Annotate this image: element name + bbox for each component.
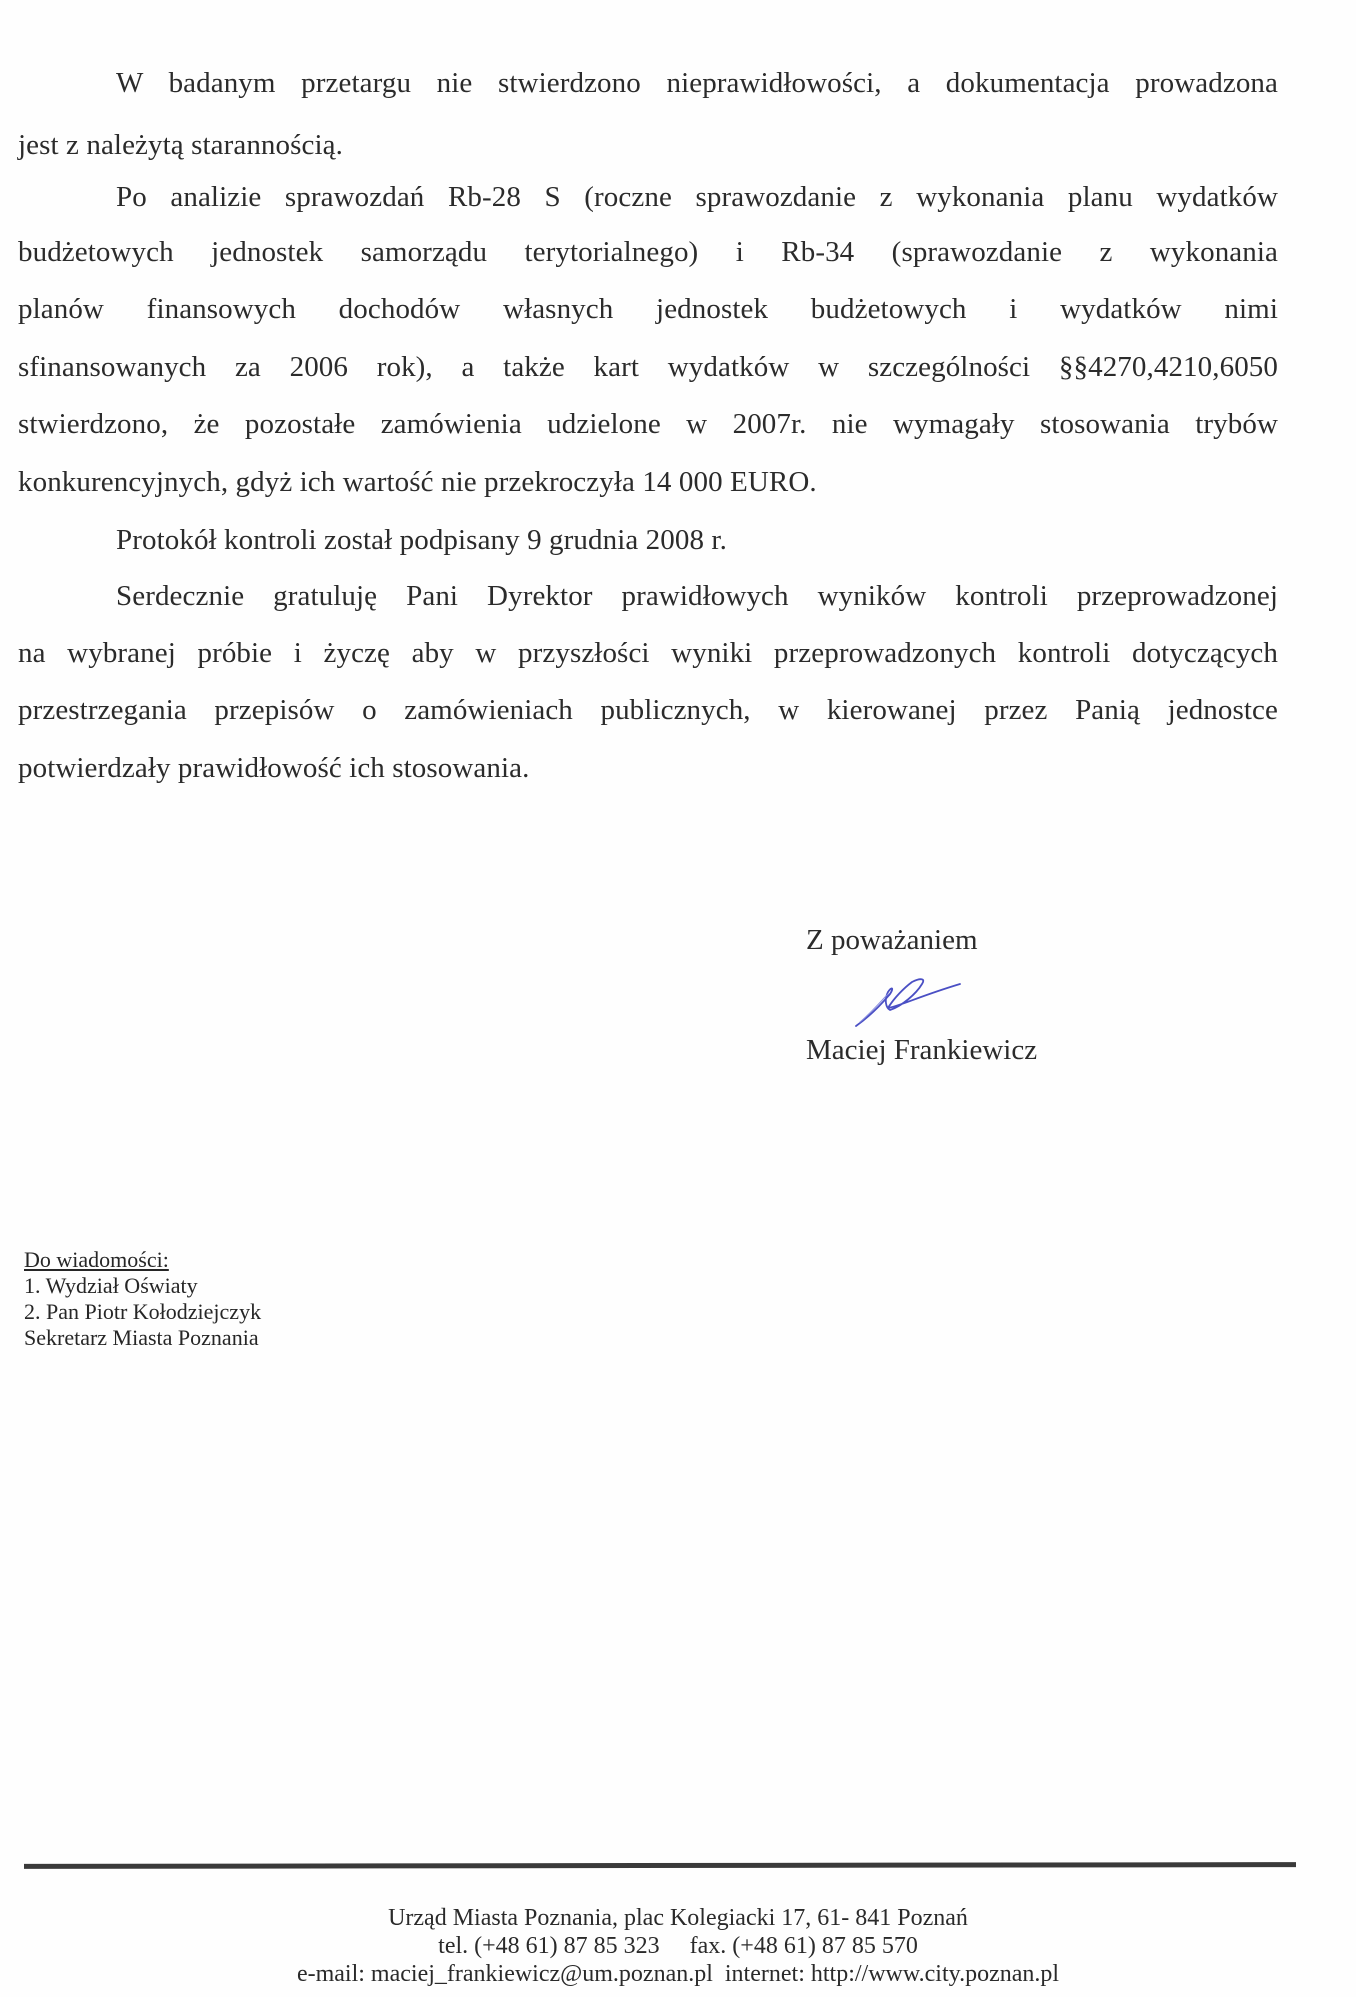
body-line: budżetowych jednostek samorządu terytorialnego) i Rb-34 (sprawozdanie z wykonania (18, 236, 1278, 268)
body-line: na wybranej próbie i życzę aby w przyszłości wyniki przeprowadzonych kontroli dotyczących (18, 637, 1278, 669)
footer-contact: e-mail: maciej_frankiewicz@um.poznan.pl internet: http://www.city.poznan.pl (296, 1961, 1060, 1987)
signature-icon (850, 972, 970, 1032)
distribution-item: 1. Wydział Oświaty (24, 1273, 198, 1298)
body-line: przestrzegania przepisów o zamówieniach publicznych, w kierowanej przez Panią jednostce (18, 694, 1278, 726)
body-line: potwierdzały prawidłowość ich stosowania. (18, 752, 530, 784)
footer-address: Urząd Miasta Poznania, plac Kolegiacki 17, 61- 841 Poznań (388, 1905, 968, 1931)
footer-divider (24, 1862, 1296, 1869)
body-line: Serdecznie gratuluję Pani Dyrektor prawidłowych wyników kontroli przeprowadzonej (116, 580, 1278, 612)
body-line: jest z należytą starannością. (18, 129, 343, 161)
body-line: stwierdzono, że pozostałe zamówienia udzielone w 2007r. nie wymagały stosowania trybów (18, 408, 1278, 440)
salutation: Z poważaniem (806, 924, 978, 956)
body-line: konkurencyjnych, gdyż ich wartość nie przekroczyła 14 000 EURO. (18, 466, 817, 498)
distribution-heading: Do wiadomości: (24, 1247, 169, 1272)
body-line: Protokół kontroli został podpisany 9 grudnia 2008 r. (116, 524, 727, 556)
distribution-item: 2. Pan Piotr Kołodziejczyk (24, 1299, 262, 1324)
body-line: sfinansowanych za 2006 rok), a także kart wydatków w szczególności §§4270,4210,6050 (18, 351, 1278, 383)
body-line: planów finansowych dochodów własnych jednostek budżetowych i wydatków nimi (18, 293, 1278, 325)
body-line: Po analizie sprawozdań Rb-28 S (roczne sprawozdanie z wykonania planu wydatków (116, 181, 1278, 213)
footer-phones: tel. (+48 61) 87 85 323 fax. (+48 61) 87 85 570 (438, 1933, 918, 1959)
body-line: W badanym przetargu nie stwierdzono nieprawidłowości, a dokumentacja prowadzona (116, 67, 1278, 99)
signer-name: Maciej Frankiewicz (806, 1034, 1038, 1066)
distribution-item: Sekretarz Miasta Poznania (24, 1325, 259, 1350)
